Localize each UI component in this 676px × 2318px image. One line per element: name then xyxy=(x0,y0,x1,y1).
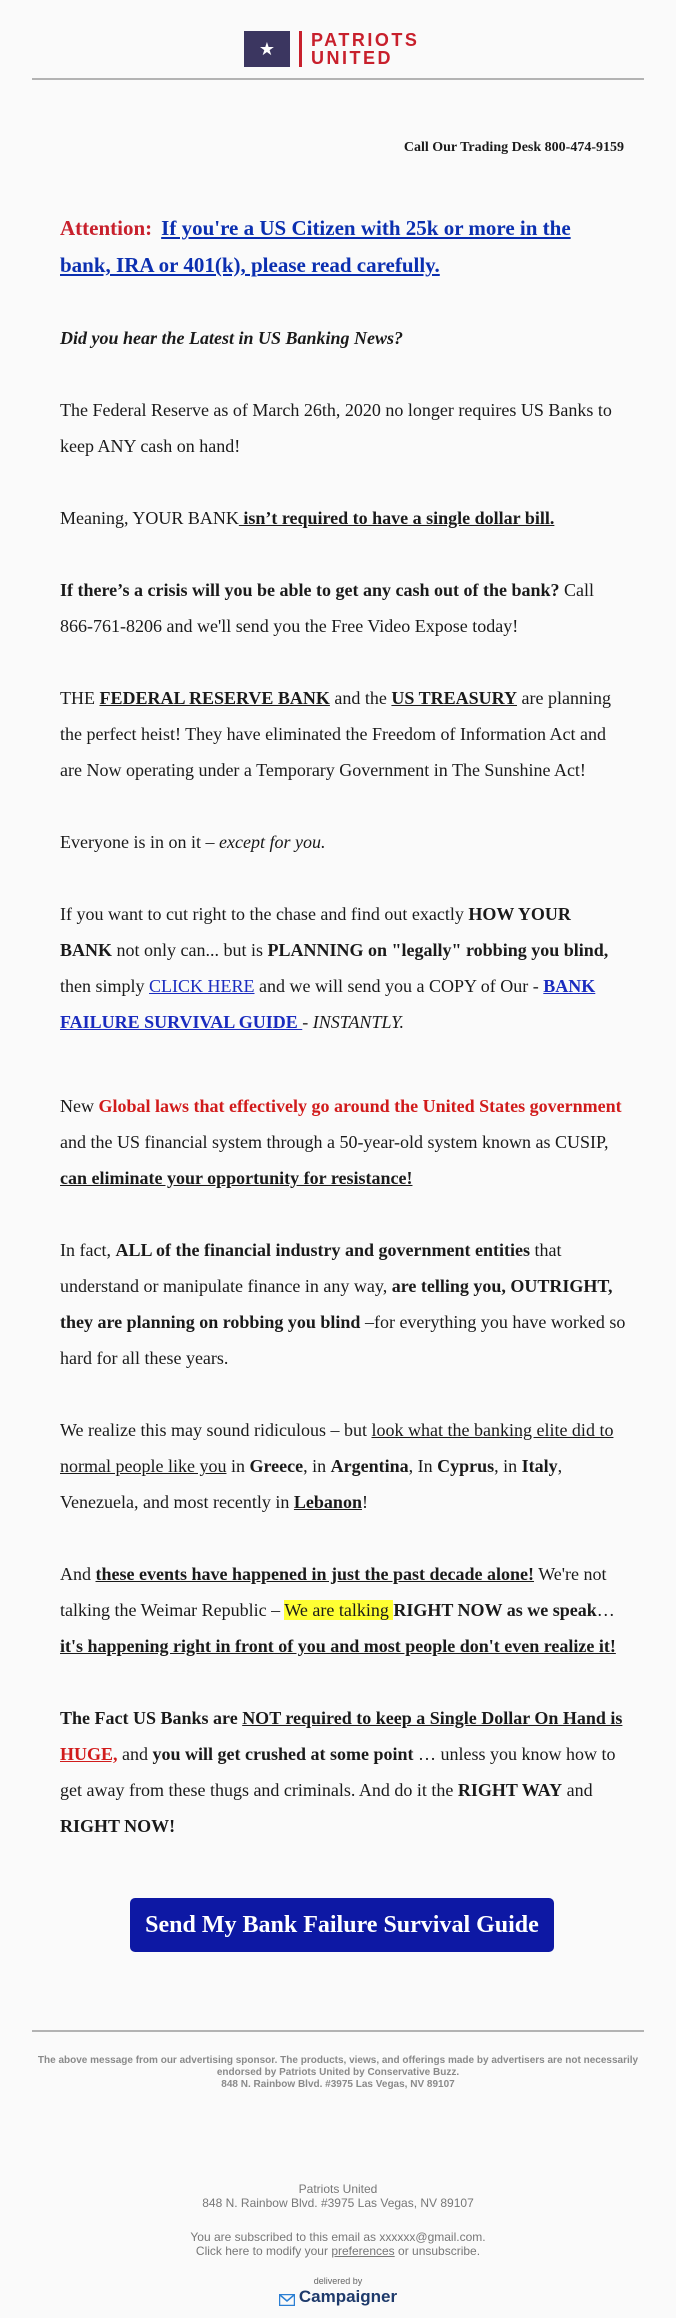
campaigner-logo xyxy=(279,2287,397,2307)
bold-text: you will get crushed at some point xyxy=(152,1744,414,1764)
text-run: , Venezuela, and most recently in xyxy=(60,1456,563,1512)
bold-text: are telling you, OUTRIGHT, they are planning on robbing you blind xyxy=(60,1276,613,1332)
meaning-emphasis: isn’t required to have a single dollar bill. xyxy=(238,508,555,528)
heist-paragraph xyxy=(60,680,626,788)
cta-container xyxy=(130,1898,554,1952)
text-run: And xyxy=(60,1564,96,1584)
country-lebanon: Lebanon xyxy=(293,1492,362,1512)
text-run: , In xyxy=(408,1456,438,1476)
text-run: and the xyxy=(329,688,392,708)
footer-org-name: Patriots United xyxy=(298,2182,378,2196)
email-header xyxy=(32,0,644,80)
bold-text: RIGHT NOW! xyxy=(60,1816,176,1836)
banking-elite-text: look what the banking elite did to normal people like you xyxy=(60,1420,614,1476)
text-run: , in xyxy=(303,1456,331,1476)
text-run: THE xyxy=(60,688,100,708)
attention-paragraph xyxy=(60,210,626,284)
text-run: … xyxy=(596,1600,615,1620)
except-for-you-text: except for you. xyxy=(218,832,326,852)
instantly-text: INSTANTLY. xyxy=(312,1012,404,1032)
crisis-paragraph xyxy=(60,572,626,644)
click-here-link[interactable]: CLICK HERE xyxy=(149,976,255,996)
email-body xyxy=(60,210,626,1880)
disclaimer-address: 848 N. Rainbow Blvd. #3975 Las Vegas, NV 89107 xyxy=(221,2079,455,2090)
text-run: In fact, xyxy=(60,1240,116,1260)
text-run: Everyone is in on it – xyxy=(60,832,219,852)
meaning-paragraph xyxy=(60,500,626,536)
campaigner-text: Campaigner xyxy=(298,2287,398,2306)
meaning-prefix: Meaning, YOUR BANK xyxy=(60,508,239,528)
text-run: that understand or manipulate finance in any way, xyxy=(60,1240,562,1296)
attention-label: Attention: xyxy=(60,216,153,240)
global-laws-paragraph xyxy=(60,1088,626,1196)
preferences-link[interactable]: preferences xyxy=(331,2244,395,2258)
bold-text: The Fact US Banks are xyxy=(60,1708,243,1728)
envelope-icon xyxy=(279,2291,295,2303)
bold-text: RIGHT WAY xyxy=(457,1780,563,1800)
everyone-paragraph xyxy=(60,824,626,860)
text-run: … unless you know how to get away from these thugs and criminals. And do it the xyxy=(60,1744,616,1800)
global-laws-red-text: Global laws that effectively go around the United States government xyxy=(98,1096,622,1116)
advertiser-disclaimer xyxy=(36,2055,640,2091)
crisis-question: If there’s a crisis will you be able to get any cash out of the bank? xyxy=(60,580,560,600)
resistance-text: can eliminate your opportunity for resistance! xyxy=(60,1168,413,1188)
text-run: and xyxy=(117,1744,153,1764)
latest-news-text: Did you hear the Latest in US Banking News? xyxy=(60,328,404,348)
latest-news-heading xyxy=(60,320,626,356)
logo-divider xyxy=(299,31,302,67)
logo-line-2: UNITED xyxy=(311,48,393,68)
subscription-notice: You are subscribed to this email as xxxxxx@gmail.com. xyxy=(190,2230,486,2244)
fact-paragraph xyxy=(60,1700,626,1844)
text-run: and the US financial system through a 50-year-old system known as CUSIP, xyxy=(60,1132,609,1152)
chase-paragraph xyxy=(60,896,626,1040)
patriots-united-logo[interactable] xyxy=(244,31,419,67)
events-paragraph xyxy=(60,1556,626,1664)
text-run: ! xyxy=(361,1492,368,1512)
us-treasury-text: US TREASURY xyxy=(391,688,517,708)
star-icon: ★ xyxy=(244,31,290,67)
not-required-text: NOT required to keep a Single Dollar On Hand is xyxy=(242,1708,623,1728)
federal-reserve-bank-text: FEDERAL RESERVE BANK xyxy=(99,688,330,708)
happening-now-text: it's happening right in front of you and most people don't even realize it! xyxy=(60,1636,616,1656)
fed-reserve-paragraph: The Federal Reserve as of March 26th, 2020 no longer requires US Banks to keep ANY cash on hand! xyxy=(60,400,612,456)
text-run: Click here to modify your xyxy=(195,2244,332,2258)
country-greece: Greece xyxy=(249,1456,304,1476)
text-run: in xyxy=(226,1456,250,1476)
bold-text: RIGHT NOW as we speak xyxy=(393,1600,597,1620)
text-run: - xyxy=(302,1012,313,1032)
footer-divider xyxy=(32,2030,644,2032)
country-argentina: Argentina xyxy=(330,1456,409,1476)
delivered-by-label: delivered by xyxy=(313,2276,363,2286)
text-run: not only can... but is xyxy=(112,940,268,960)
realize-paragraph xyxy=(60,1412,626,1520)
text-run: We realize this may sound ridiculous – but xyxy=(60,1420,372,1440)
bold-text: ALL of the financial industry and government entities xyxy=(115,1240,530,1260)
disclaimer-text: The above message from our advertising sponsor. The products, views, and offerings made by advertisers are not necessarily endorsed by Patriots United by Conservative Buzz. xyxy=(37,2055,639,2078)
text-run: then simply xyxy=(60,976,149,996)
in-fact-paragraph xyxy=(60,1232,626,1376)
past-decade-text: these events have happened in just the past decade alone! xyxy=(95,1564,535,1584)
trading-desk-phone: Call Our Trading Desk 800-474-9159 xyxy=(403,140,624,155)
footer-address: 848 N. Rainbow Blvd. #3975 Las Vegas, NV 89107 xyxy=(202,2196,474,2210)
highlighted-text: We are talking xyxy=(284,1600,394,1620)
text-run: are planning the perfect heist! They have eliminated the Freedom of Information Act and are Now operating under a Temporary Government in The Sunshine Act! xyxy=(60,688,611,780)
text-run: New xyxy=(60,1096,99,1116)
text-run: If you want to cut right to the chase and find out exactly xyxy=(60,904,469,924)
attention-link[interactable]: If you're a US Citizen with 25k or more in the bank, IRA or 401(k), please read carefully. xyxy=(60,216,571,277)
text-run: or unsubscribe. xyxy=(394,2244,481,2258)
country-cyprus: Cyprus xyxy=(437,1456,495,1476)
logo-line-1: PATRIOTS xyxy=(311,30,420,50)
survival-guide-link[interactable]: BANK FAILURE SURVIVAL GUIDE xyxy=(60,976,596,1032)
text-run: and we will send you a COPY of Our - xyxy=(254,976,544,996)
text-run: , in xyxy=(494,1456,522,1476)
bold-text: HOW YOUR BANK xyxy=(60,904,571,960)
country-italy: Italy xyxy=(521,1456,558,1476)
text-run: –for everything you have worked so hard for all these years. xyxy=(60,1312,626,1368)
text-run: We're not talking the Weimar Republic – xyxy=(60,1564,607,1620)
logo-text xyxy=(311,31,419,67)
delivered-by-badge[interactable] xyxy=(0,2276,676,2311)
preferences-line xyxy=(36,2244,640,2258)
email-footer xyxy=(36,2182,640,2258)
text-run: and xyxy=(562,1780,593,1800)
send-survival-guide-button[interactable]: Send My Bank Failure Survival Guide xyxy=(130,1898,554,1952)
huge-text: HUGE, xyxy=(60,1744,118,1764)
bold-text: PLANNING on "legally" robbing you blind, xyxy=(267,940,609,960)
crisis-call: Call 866-761-8206 and we'll send you the Free Video Expose today! xyxy=(60,580,594,636)
